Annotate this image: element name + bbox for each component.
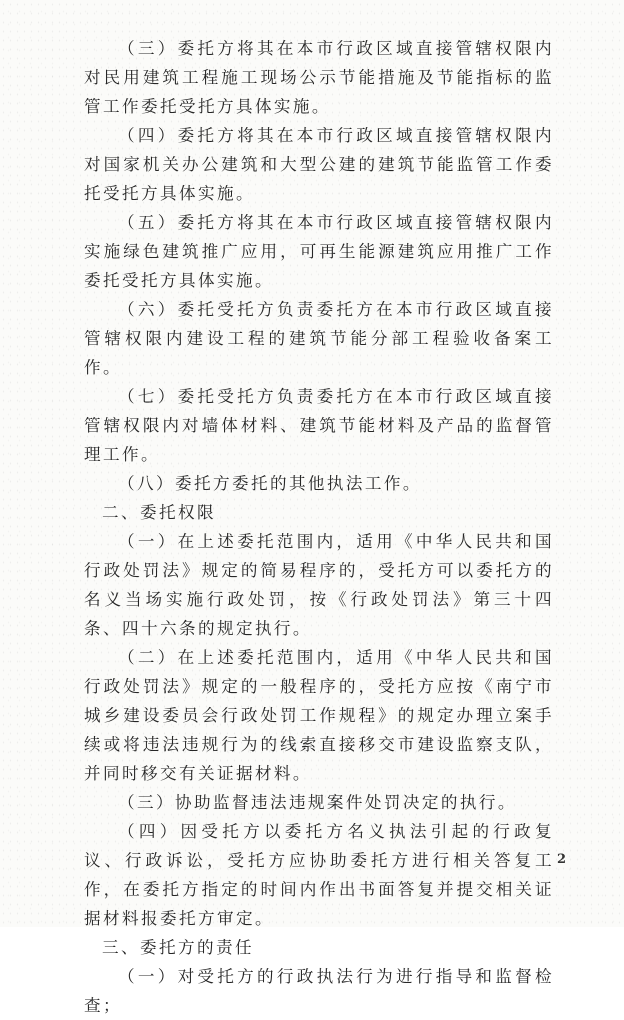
paragraph-authority-4: （四）因受托方以委托方名义执法引起的行政复议、行政诉讼，受托方应协助委托方进行相关答复工作，在委托方指定的时间内作出书面答复并提交相关证据材料报委托方审定。	[84, 822, 554, 928]
paragraph-authority-2: （二）在上述委托范围内，适用《中华人民共和国行政处罚法》规定的一般程序的，受托方应按《南宁市城乡建设委员会行政处罚工作规程》的规定办理立案手续或将违法违规行为的线索直接移交市建设监察支队，并同时移交有关证据材料。	[84, 648, 554, 783]
paragraph-delegation-3: （三）委托方将其在本市行政区域直接管辖权限内对民用建筑工程施工现场公示节能措施及节能指标的监管工作委托受托方具体实施。	[84, 39, 554, 116]
paragraph-delegation-5: （五）委托方将其在本市行政区域直接管辖权限内实施绿色建筑推广应用，可再生能源建筑应用推广工作委托受托方具体实施。	[84, 213, 554, 290]
paragraph-delegation-8: （八）委托方委托的其他执法工作。	[118, 474, 422, 493]
paragraph-authority-1: （一）在上述委托范围内，适用《中华人民共和国行政处罚法》规定的简易程序的，受托方可以委托方的名义当场实施行政处罚，按《行政处罚法》第三十四条、四十六条的规定执行。	[84, 532, 554, 638]
section-heading-responsibility: 三、委托方的责任	[102, 938, 254, 957]
paragraph-delegation-4: （四）委托方将其在本市行政区域直接管辖权限内对国家机关办公建筑和大型公建的建筑节能监管工作委托受托方具体实施。	[84, 126, 554, 203]
document-body	[84, 34, 554, 1020]
paragraph-responsibility-1: （一）对受托方的行政执法行为进行指导和监督检查；	[84, 967, 554, 1015]
section-heading-authority: 二、委托权限	[102, 503, 216, 522]
paragraph-delegation-6: （六）委托受托方负责委托方在本市行政区域直接管辖权限内建设工程的建筑节能分部工程验收备案工作。	[84, 300, 554, 377]
paragraph-authority-3: （三）协助监督违法违规案件处罚决定的执行。	[118, 793, 517, 812]
page-number: 2	[556, 852, 566, 867]
paragraph-delegation-7: （七）委托受托方负责委托方在本市行政区域直接管辖权限内对墙体材料、建筑节能材料及产品的监督管理工作。	[84, 387, 554, 464]
